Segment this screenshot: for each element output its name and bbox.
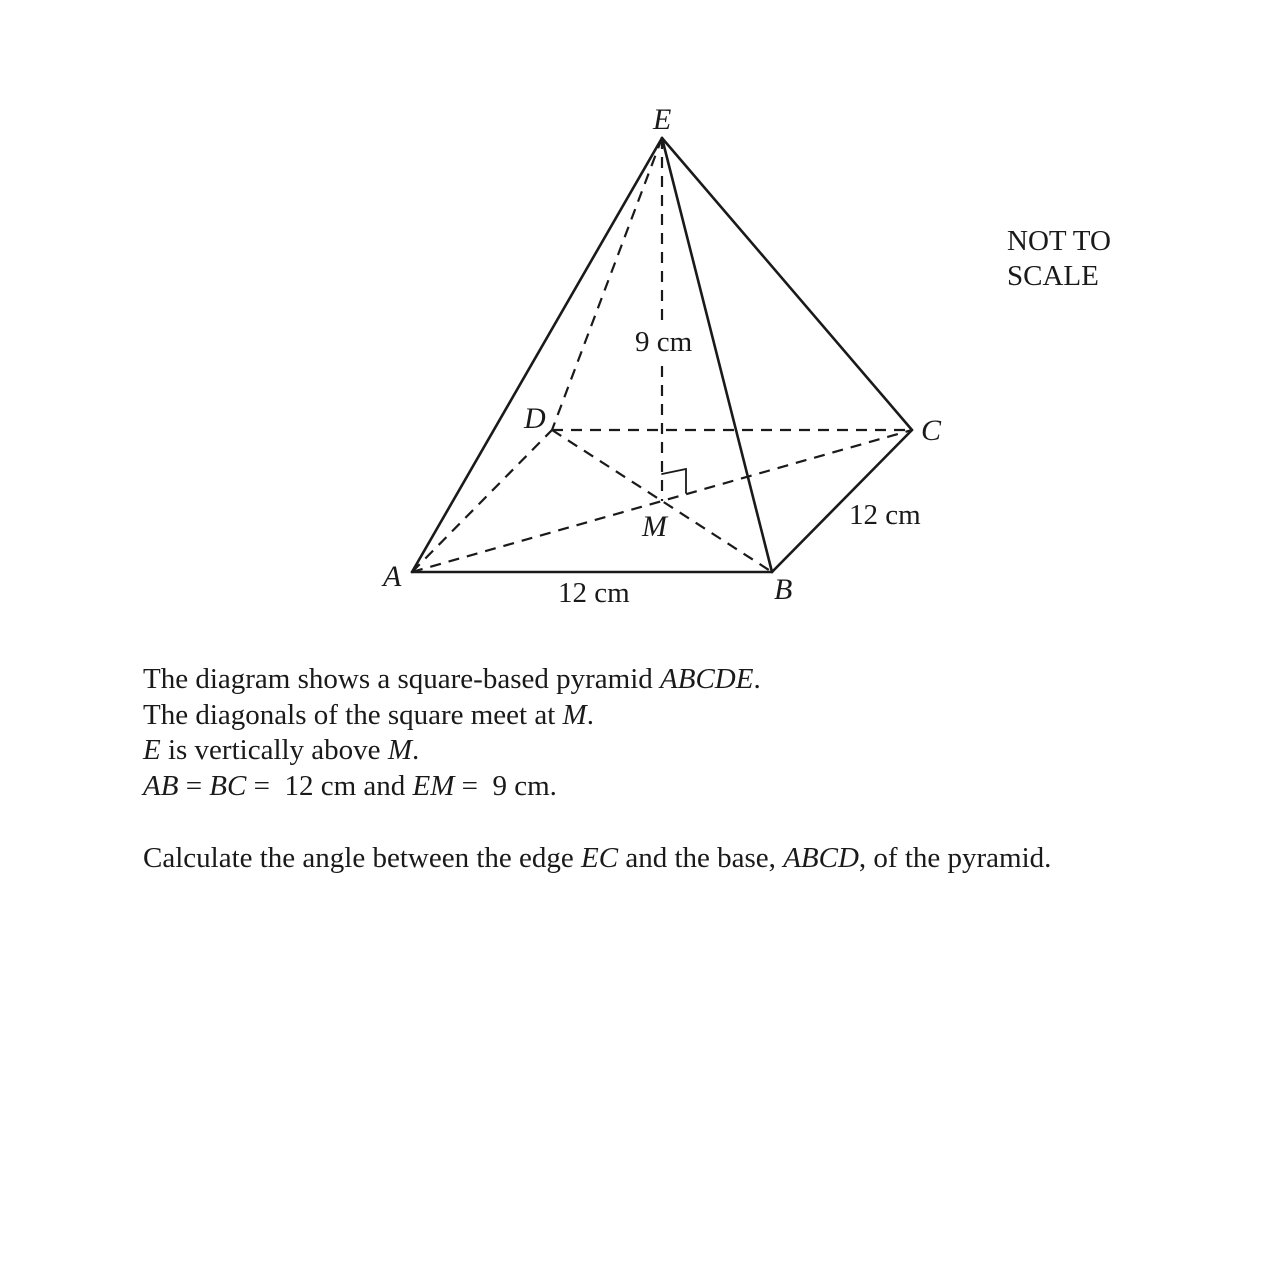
bc-length-label: 12 cm (849, 499, 921, 531)
question-line-1 (143, 662, 1243, 698)
vertex-label-b: B (774, 573, 793, 606)
question-line-2 (143, 698, 1243, 734)
edge-ed (552, 138, 662, 430)
line4-bc: BC (209, 769, 247, 802)
line3-subject: E (143, 734, 161, 766)
vertex-label-a: A (383, 560, 402, 593)
vertex-label-c: C (921, 414, 942, 447)
line4-em: EM (412, 769, 455, 802)
line4-eq2: = 12 cm and (246, 769, 413, 802)
line2-point: M (562, 698, 587, 731)
line1-end: . (753, 663, 761, 695)
line1-text: The diagram shows a square-based pyramid (143, 663, 661, 695)
note-line-2: SCALE (1007, 260, 1099, 292)
question-line-4 (143, 769, 1243, 805)
question-instruction (143, 841, 1263, 877)
line4-eq1: = (178, 769, 210, 802)
line1-pyramid-name: ABCDE (660, 663, 754, 695)
line2-end: . (586, 698, 594, 731)
line2-text: The diagonals of the square meet at (143, 698, 563, 731)
vertex-label-d: D (524, 402, 546, 435)
line3-point: M (387, 734, 412, 766)
instruction-text-1: Calculate the angle between the edge (143, 842, 582, 874)
right-angle-marker (662, 469, 686, 493)
line4-eq3: = 9 cm. (454, 769, 557, 802)
edge-ea (412, 138, 662, 572)
ab-length-label: 12 cm (558, 577, 630, 609)
not-to-scale-note (1007, 224, 1167, 294)
line3-text: is vertically above (160, 734, 388, 766)
vertex-label-m: M (642, 510, 667, 543)
line4-ab: AB (143, 769, 179, 802)
note-line-1: NOT TO (1007, 225, 1111, 257)
question-text (143, 662, 1243, 804)
question-line-3 (143, 733, 1243, 769)
pyramid-diagram (0, 0, 1280, 640)
line3-end: . (411, 734, 420, 766)
height-label: 9 cm (635, 326, 693, 358)
instruction-base: ABCD (783, 842, 859, 874)
instruction-edge: EC (581, 842, 619, 874)
instruction-text-2: and the base, (618, 842, 784, 874)
instruction-text-3: , of the pyramid. (858, 842, 1052, 874)
vertex-label-e: E (653, 103, 672, 136)
